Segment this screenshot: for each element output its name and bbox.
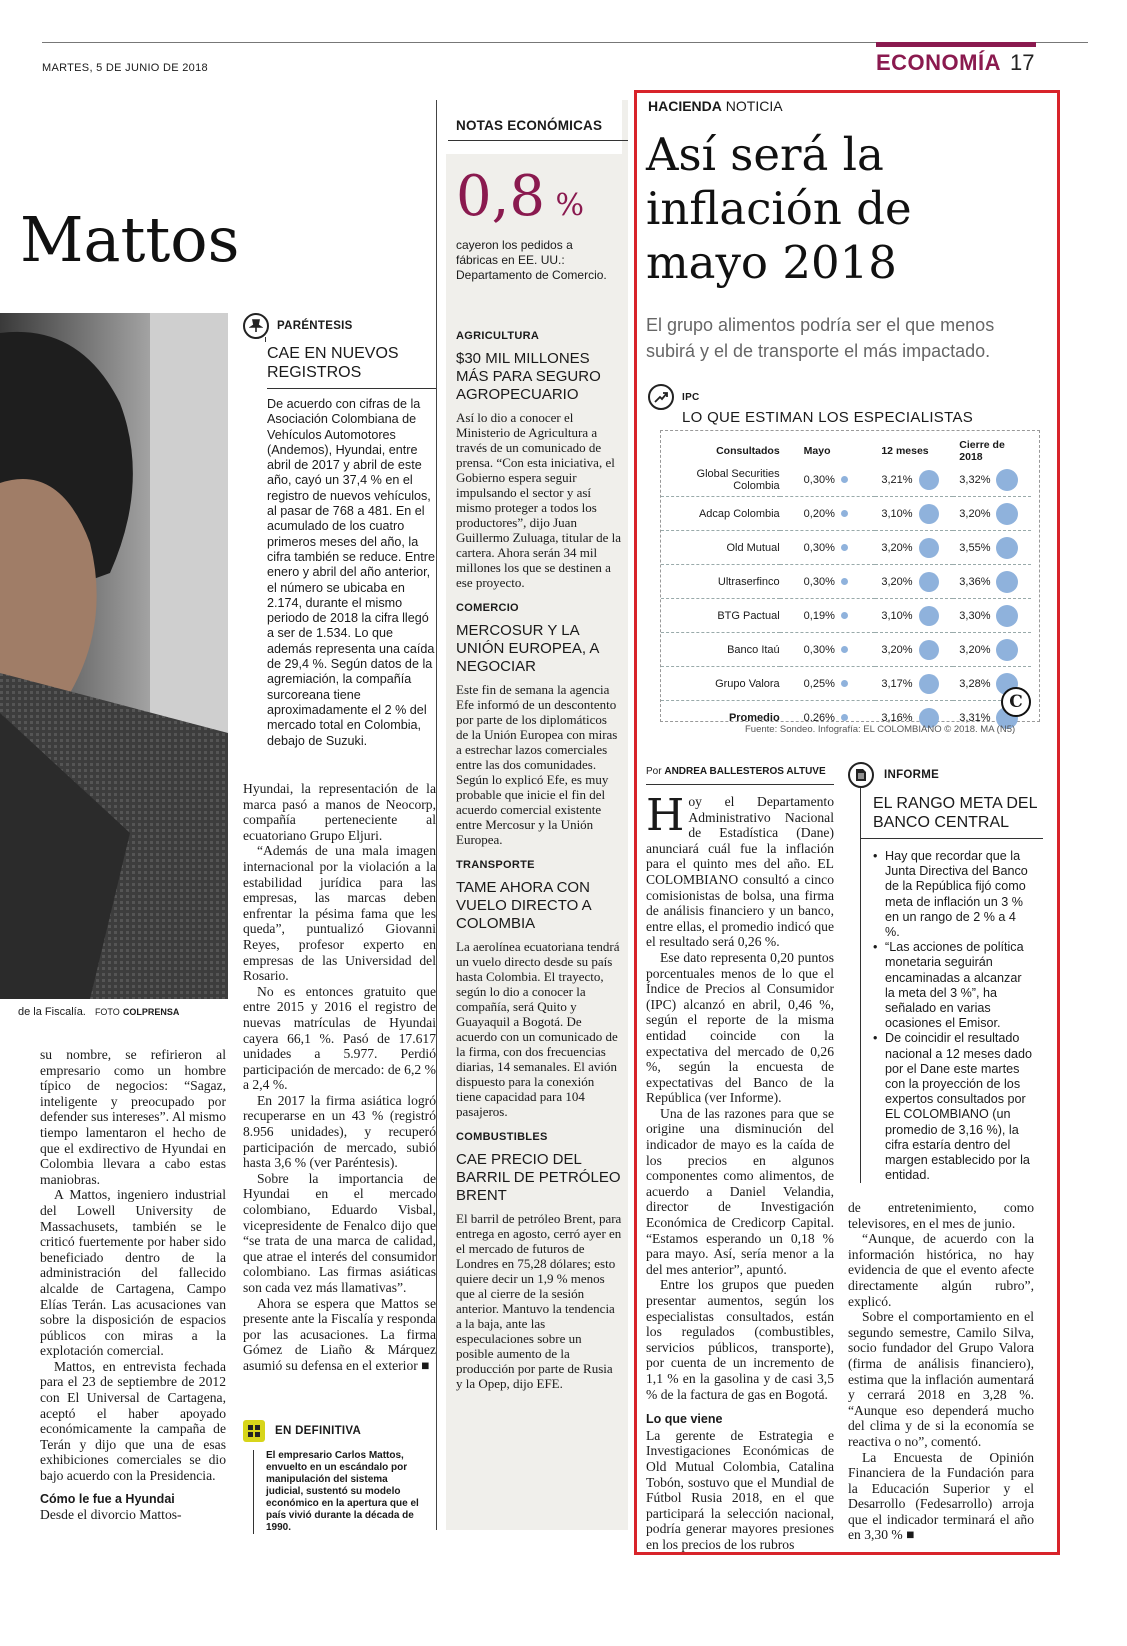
row-cierre: 3,32% (959, 473, 991, 486)
informe-title: EL RANGO META DEL BANCO CENTRAL (873, 795, 1037, 831)
informe-bullets (873, 849, 1033, 1183)
row-12-meses: 3,20% (881, 643, 913, 656)
headline-line-3: mayo 2018 (646, 236, 897, 289)
row-mayo-cell (780, 565, 876, 599)
col2-p2: “Además de una mala imagen internacional por la violación a la estabilidad jurídica para las empresas, las marcas deben enfrentar la pésima fama que les queda”, puntualizó Giovanni Reyes, profesor experto en empresas de las Universidad del Rosario. (243, 843, 436, 984)
row-mayo-cell (780, 497, 876, 531)
row-cierre-cell (953, 633, 1031, 667)
row-mayo-cell (780, 667, 876, 701)
middle-column-text (243, 781, 436, 1374)
row-mayo-cell (780, 463, 876, 497)
parentesis-rule (267, 388, 436, 389)
col2-p1: Hyundai, la representación de la marca pasó a manos de Neocorp, compañía perteneciente al ecuatoriano Grupo Eljuri. (243, 781, 436, 843)
row-cierre: 3,55% (959, 541, 991, 554)
row-mayo: 0,30% (803, 473, 835, 486)
col1-subhead: Cómo le fue a Hyundai (40, 1491, 175, 1506)
row-cierre: 3,36% (959, 575, 991, 588)
photo-credit-prefix: FOTO (94, 1007, 120, 1017)
col2-p6: Ahora se espera que Mattos se presente ante la Fiscalía y responda por las acusaciones. La firma Gómez de Liaño & Márquez asumió su defensa en el exterior ■ (243, 1295, 436, 1373)
ipc-header (648, 384, 700, 410)
en-definitiva-box (243, 1420, 436, 1534)
notas-left-rule (436, 100, 437, 1530)
col1-p2: A Mattos, ingeniero industrial del Lowell University de Massachusets, también se le criticó fuertemente por haber sido beneficiado dentro de la administración del fallecido alcalde de Cartagena, Campo Elías Terán. Las acusaciones van sobre la disposición de espacios públicos con miras a la explotación comercial. (40, 1187, 226, 1359)
col-header-12-meses: 12 meses (881, 445, 929, 457)
row-12-meses-cell (875, 599, 953, 633)
value-dot (919, 538, 939, 558)
notas-items (456, 318, 622, 1391)
row-consultado: Ultraserfinco (717, 575, 780, 588)
value-dot (996, 537, 1018, 559)
article-kicker (648, 98, 783, 114)
value-dot (841, 680, 848, 687)
row-consultado: Banco Itaú (727, 643, 780, 656)
article-body-col-b (848, 1200, 1034, 1543)
notas-column (446, 100, 628, 1530)
nota-text: El barril de petróleo Brent, para entrega en agosto, cerró ayer en el mercado de futuros de Londres en 75,28 dólares; esto quiere decir un 1,9 % menos que al cierre de la sesión anterior. Mantuvo la tendencia a la baja, ante las especulaciones sobre un posible aumento de la producción por parte de Rusia y la Opep, dijo EFE. (456, 1211, 622, 1391)
nota-title: $30 MIL MILLONES MÁS PARA SEGURO AGROPECUARIO (456, 350, 601, 403)
row-12-meses: 3,20% (881, 541, 913, 554)
big-stat-number: 0,8 (456, 164, 546, 229)
parentesis-box (243, 313, 436, 749)
photo-caption-text: de la Fiscalía. (18, 1006, 86, 1018)
trend-up-icon (648, 384, 674, 410)
informe-bullet: • De coincidir el resultado nacional a 12 meses dado por el Dane este martes con la proyección de los expertos consultados por EL COLOMBIANO (un promedio de 3,16 %), la cifra estaría dentro del margen establecido por la entidad. (873, 1031, 1033, 1183)
article-r3: Sobre el comportamiento en el segundo semestre, Camilo Silva, socio fundador del Grupo Valora (firma de análisis financiero), estima que la inflación aumentará y cerrará 2018 en 3,28 %. “Aunque eso dependerá mucho del clima y de si la economía se reactiva o no”, comentó. (848, 1309, 1034, 1449)
ipc-table-row (661, 531, 1031, 565)
value-dot (841, 646, 848, 653)
article-p4: Entre los grupos que pueden presentar aumentos, según los especialistas consultados, están los regulados (combustibles, servicios públicos, transporte), por cuenta de un incremento de 1,1 % en la gasolina y de casi 3,5 % de la factura de gas en Bogotá. (646, 1277, 834, 1402)
row-12-meses: 3,10% (881, 609, 913, 622)
row-mayo-cell (780, 633, 876, 667)
article-body-col-a (646, 790, 834, 1553)
value-dot (996, 639, 1018, 661)
left-column-text (40, 1047, 226, 1523)
photo-carlos-mattos (0, 313, 228, 999)
row-12-meses: 3,16% (881, 711, 913, 724)
nota-text: Este fin de semana la agencia Efe informó de un descontento por parte de los diplomáticos de la Unión Europea con miras a estrechar lazos comerciales entre las dos comunidades. Según lo explicó Efe, es muy probable que inicie el fin del acuerdo comercial existente entre Mercosur y la Unión Europea. (456, 682, 618, 847)
row-12-meses: 3,10% (881, 507, 913, 520)
nota-title: TAME AHORA CON VUELO DIRECTO A COLOMBIA (456, 879, 591, 932)
article-headline (646, 128, 912, 290)
col2-p3: No es entonces gratuito que entre 2015 y 2016 el registro de nuevas matrículas de Hyundai cayera 66,1 %. Pasó de 17.617 unidades a 5.977. Perdió participación de mercado: de 6,2 % a 2,4 %. (243, 983, 436, 1093)
row-cierre-cell (953, 531, 1031, 565)
section-bar (876, 42, 1036, 47)
ipc-table-row (661, 497, 1031, 531)
ipc-table-body (661, 463, 1031, 734)
nota-category: AGRICULTURA (456, 330, 540, 342)
nota-comercio (456, 602, 622, 847)
nota-text: La aerolínea ecuatoriana tendrá un vuelo directo desde su país hasta Colombia. El trayecto, según lo dio a conocer la compañía, será Quito y Guayaquil a Bogotá. De acuerdo con un comunicado de la firma, con dos frecuencias diarias, 14 semanales. El avión dispuesto para la conexión tiene capacidad para 104 pasajeros. (456, 939, 620, 1119)
document-icon (848, 762, 874, 788)
dropcap: H (646, 790, 685, 841)
article-p1: oy el Departamento Administrativo Nacional de Estadística (Dane) anunciará cuál fue la inflación para el quinto mes del año. EL COLOMBIANO consultó a cinco comisionistas de bolsa, una firma de análisis financiero y un banco, entre ellas, el promedio indicó que el resultado será 0,26 %. (646, 794, 834, 950)
section-name: ECONOMÍA (876, 50, 1001, 75)
headline-line-2: inflación de (646, 182, 912, 235)
value-dot (919, 674, 939, 694)
row-consultado: Global Securities Colombia (696, 467, 780, 492)
value-dot (841, 544, 848, 551)
ipc-label: IPC (682, 391, 700, 403)
row-12-meses: 3,21% (881, 473, 913, 486)
kicker-topic: HACIENDA (648, 98, 722, 114)
article-p5: La gerente de Estrategia e Investigaciones Económicas de Old Mutual Colombia, Catalina Tobón, sostuvo que el Mundial de Fútbol Rusia 2018, en el que participará la selección nacional, podría generar mayores presiones en los precios de los rubros (646, 1427, 834, 1552)
informe-label: INFORME (884, 769, 940, 781)
row-consultado-cell (661, 599, 780, 633)
row-consultado: Old Mutual (726, 541, 780, 554)
row-cierre: 3,28% (959, 677, 991, 690)
big-stat-caption: cayeron los pedidos a fábricas en EE. UU.: Departamento de Comercio. (456, 238, 607, 282)
kicker-type: NOTICIA (725, 98, 783, 114)
nota-transporte (456, 859, 622, 1119)
row-consultado: Adcap Colombia (698, 507, 780, 520)
value-dot (841, 714, 848, 721)
ipc-table-row (661, 667, 1031, 701)
row-cierre-cell (953, 565, 1031, 599)
row-mayo: 0,19% (803, 609, 835, 622)
value-dot (841, 476, 848, 483)
headline-line-1: Así será la (646, 128, 884, 181)
row-cierre: 3,20% (959, 507, 991, 520)
nota-title: MERCOSUR Y LA UNIÓN EUROPEA, A NEGOCIAR (456, 622, 599, 675)
row-12-meses-cell (875, 497, 953, 531)
nota-title: CAE PRECIO DEL BARRIL DE PETRÓLEO BRENT (456, 1151, 621, 1204)
value-dot (996, 571, 1018, 593)
article-p2: Ese dato representa 0,20 puntos porcentuales menos de lo que el Índice de Precios al Consumidor (IPC) alcanzó en abril, 0,46 %, según el reporte de la misma entidad coincide con la expectativa del mercado de 0,26 %, según la encuesta de expectativas del Banco de la República (ver Informe). (646, 949, 834, 1106)
nota-combustibles (456, 1131, 622, 1391)
col-header-mayo: Mayo (803, 445, 831, 457)
value-dot (841, 510, 848, 517)
row-cierre-cell (953, 599, 1031, 633)
ipc-table-frame (660, 430, 1040, 722)
ipc-table-header (661, 439, 1031, 463)
nota-category: COMERCIO (456, 602, 519, 614)
ipc-table (661, 439, 1031, 734)
row-consultado-cell (661, 463, 780, 497)
row-12-meses-cell (875, 531, 953, 565)
nota-category: TRANSPORTE (456, 859, 535, 871)
col1-p3: Mattos, en entrevista fechada para el 23 de septiembre de 2012 con El Universal de Cartagena, aceptó el haber apoyado económicamente la campaña de Terán y dijo que una de esas exhibiciones comerciales se dio bajo acuerdo con la Presidencia. (40, 1358, 226, 1484)
article-deck: El grupo alimentos podría ser el que menos subirá y el de transporte el más impactado. (646, 315, 995, 361)
row-consultado-cell (661, 531, 780, 565)
row-12-meses-cell (875, 565, 953, 599)
col2-p5: Sobre la importancia de Hyundai en el mercado colombiano, Eduardo Visbal, vicepresidente de Fenalco dijo que “se trata de una marca de calidad, que atrae el interés del consumidor colombiano. Las firmas asiáticas son cada vez más llamativas”. (243, 1170, 436, 1295)
el-colombiano-logo: C (1001, 687, 1031, 717)
row-cierre: 3,20% (959, 643, 991, 656)
nota-category: COMBUSTIBLES (456, 1131, 548, 1143)
informe-box (848, 762, 1046, 1183)
row-mayo-cell (780, 531, 876, 565)
byline-author: ANDREA BALLESTEROS ALTUVE (664, 766, 826, 777)
row-cierre: 3,30% (959, 609, 991, 622)
ipc-source: Fuente: Sondeo. Infografía: EL COLOMBIANO © 2018. MA (N5) (745, 724, 1016, 735)
puzzle-icon (243, 1420, 265, 1442)
byline (646, 766, 826, 777)
row-consultado-cell (661, 497, 780, 531)
row-consultado: BTG Pactual (717, 609, 780, 622)
col2-p4: En 2017 la firma asiática logró recuperarse en un 43 % (registró 8.956 unidades), y recuperó participación de mercado, subió hasta 3,6 % (ver Paréntesis). (243, 1092, 436, 1171)
value-dot (841, 612, 848, 619)
row-12-meses-cell (875, 633, 953, 667)
row-mayo: 0,30% (803, 575, 835, 588)
informe-bullet: • “Las acciones de política monetaria seguirán encaminadas a alcanzar la meta del 3 %”, ha señalado en varias ocasiones el Emisor. (873, 940, 1033, 1031)
row-consultado-cell (661, 633, 780, 667)
row-cierre-cell (953, 497, 1031, 531)
headline-fragment: Mattos (20, 203, 240, 276)
value-dot (841, 578, 848, 585)
byline-rule (646, 784, 834, 785)
row-cierre: 3,31% (959, 711, 991, 724)
row-12-meses: 3,20% (881, 575, 913, 588)
value-dot (996, 503, 1018, 525)
value-dot (996, 605, 1018, 627)
photo-image (0, 313, 228, 999)
row-mayo: 0,25% (803, 677, 835, 690)
big-stat-unit: % (555, 188, 585, 223)
ipc-table-row (661, 599, 1031, 633)
row-consultado: Promedio (728, 711, 780, 724)
value-dot (919, 572, 939, 592)
article-p3: Una de las razones para que se origine una disminución del indicador de mayo es la caída de los precios en algunos componentes como alimentos, de acuerdo a Daniel Velandia, director de Investigación Económica de Credicorp Capital. “Estamos esperando un 0,18 % para mayo. Así, sería menor a la del mes anterior”, apuntó. (646, 1105, 834, 1277)
row-12-meses-cell (875, 463, 953, 497)
ipc-table-row (661, 463, 1031, 497)
value-dot (919, 470, 939, 490)
page-number: 17 (1010, 50, 1035, 75)
row-consultado-cell (661, 565, 780, 599)
value-dot (919, 504, 939, 524)
ipc-title: LO QUE ESTIMAN LOS ESPECIALISTAS (682, 409, 974, 426)
informe-bullet: • Hay que recordar que la Junta Directiva del Banco de la República fijó como meta de inflación un 3 % en un rango de 2 % a 4 %. (873, 849, 1033, 940)
en-definitiva-label: EN DEFINITIVA (275, 1425, 362, 1437)
article-r2: “Aunque, de acuerdo con la información histórica, no hay evidencia de que el evento afecte directamente algún rubro”, explicó. (848, 1231, 1034, 1309)
photo-caption (18, 1006, 179, 1018)
date-line: MARTES, 5 DE JUNIO DE 2018 (42, 62, 208, 74)
ipc-table-row (661, 565, 1031, 599)
value-dot (919, 606, 939, 626)
row-12-meses: 3,17% (881, 677, 913, 690)
col-header-consultados: Consultados (716, 445, 780, 457)
parentesis-title: CAE EN NUEVOS REGISTROS (267, 345, 399, 381)
row-12-meses-cell (875, 667, 953, 701)
row-consultado-cell (661, 667, 780, 701)
row-mayo: 0,30% (803, 643, 835, 656)
col1-p1: su nombre, se refirieron al empresario como un hombre típico de negocios: “Sagaz, inteligente y preocupado por defender sus intereses”. Al mismo tiempo lamentaron el hecho de que el exdirectivo de Hyundai en Colombia llevara a cabo estas maniobras. (40, 1047, 226, 1187)
row-cierre-cell (953, 463, 1031, 497)
pin-icon (243, 313, 269, 339)
byline-prefix: Por (646, 766, 662, 777)
ipc-table-row (661, 633, 1031, 667)
value-dot (919, 640, 939, 660)
photo-credit: COLPRENSA (122, 1007, 180, 1017)
notas-label: NOTAS ECONÓMICAS (456, 118, 603, 133)
article-r4: La Encuesta de Opinión Financiera de la Fundación para la Educación Superior y el Desarrollo (Fedesarrollo) arroja que el indicador terminará el año en 3,30 % ■ (848, 1449, 1034, 1543)
nota-agricultura (456, 330, 622, 590)
row-mayo: 0,30% (803, 541, 835, 554)
row-mayo: 0.26% (803, 711, 835, 724)
row-consultado: Grupo Valora (715, 677, 780, 690)
nota-text: Así lo dio a conocer el Ministerio de Agricultura a través de un comunicado de prensa. “Con esta iniciativa, el Gobierno espera seguir impulsando el sector y así mismo proteger a todos los productores”, dijo Juan Guillermo Zuluaga, titular de la cartera. Ahora serán 34 mil millones los que se destinen a ese proyecto. (456, 410, 621, 590)
en-definitiva-text: El empresario Carlos Mattos, envuelto en un escándalo por manipulación del sistema judicial, sustentó su modelo económico en la apertura que el país vivió durante la década de 1990. (253, 1450, 426, 1534)
parentesis-text: De acuerdo con cifras de la Asociación Colombiana de Vehículos Automotores (Andemos), Hyundai, entre abril de 2017 y abril de este año, cayó un 37,4 % en el registro de nuevos vehículos, al pasar de 768 a 481. En el acumulado de los cuatro primeros meses del año, la cifra también se reduce. Entre enero y abril del año anterior, el número se ubicaba en 2.174, durante el mismo periodo de 2018 la cifra llegó a ser de 1.534. Lo que además representa una caída de 29,4 %. Según datos de la agremiación, la compañía surcoreana tiene aproximadamente el 2 % del mercado total en Colombia, debajo de Suzuki. (267, 397, 435, 748)
col-header-cierre-2018: Cierre de 2018 (959, 439, 1005, 463)
big-stat (456, 166, 584, 228)
article-subhead: Lo que viene (646, 1412, 723, 1427)
parentesis-label: PARÉNTESIS (277, 320, 353, 332)
row-mayo-cell (780, 599, 876, 633)
article-r1: de entretenimiento, como televisores, en el mes de junio. (848, 1200, 1034, 1231)
col1-last: Desde el divorcio Mattos- (40, 1507, 182, 1523)
row-mayo: 0,20% (803, 507, 835, 520)
value-dot (996, 469, 1018, 491)
